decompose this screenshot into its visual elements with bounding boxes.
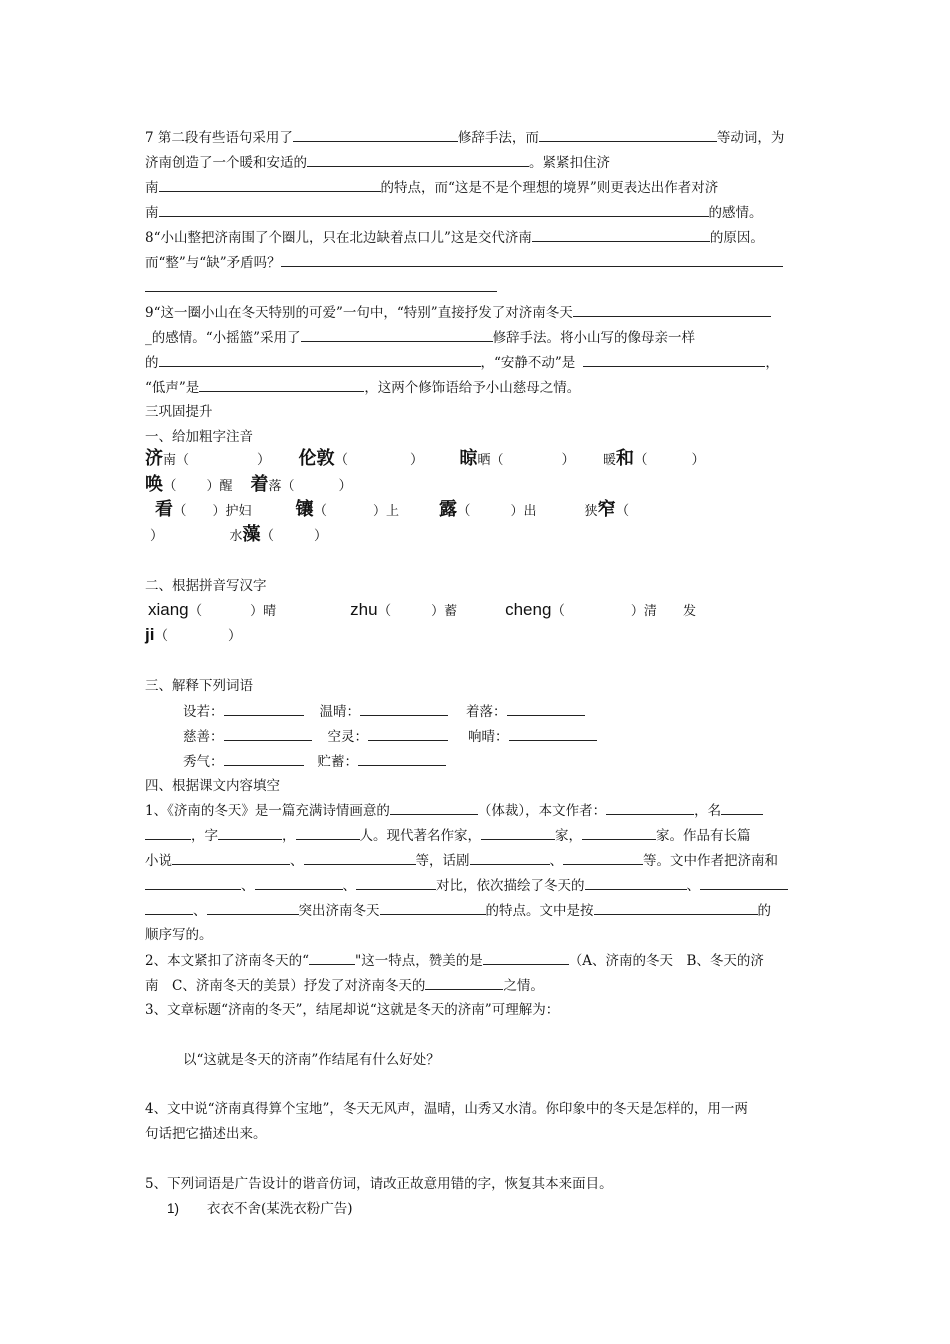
s4-p1-line-6: 顺序写的。 <box>145 927 213 943</box>
q9-line-1 <box>145 303 771 322</box>
p1-text: 小说 <box>145 853 172 869</box>
blank[interactable] <box>296 826 360 840</box>
blank[interactable] <box>159 353 481 367</box>
q8-text: 而“整”与“缺”矛盾吗？ <box>145 255 281 271</box>
s1-row-1 <box>145 450 705 470</box>
paren: ） <box>561 452 576 468</box>
p1-text: 等。文中作者把济南和 <box>643 853 778 869</box>
s4-p2-line-1 <box>145 951 764 970</box>
q7-text: 。紧紧扣住济 <box>529 155 610 171</box>
bold-char: 和 <box>616 448 635 469</box>
p1-text: 的特点。文中是按 <box>485 903 594 919</box>
blank[interactable] <box>583 353 765 367</box>
s4-p1-line-3 <box>145 851 778 870</box>
s3-row-1 <box>183 702 585 721</box>
char-text: ）醒 <box>206 479 233 494</box>
blank[interactable] <box>368 727 448 741</box>
q7-text: 7 第二段有些语句采用了 <box>145 130 293 146</box>
char-text: ）蓄 <box>431 604 458 619</box>
s4-p1-line-1 <box>145 801 763 820</box>
blank[interactable] <box>470 851 550 865</box>
bold-char: 伦敦 <box>298 448 335 469</box>
q9-line-3 <box>145 353 779 372</box>
blank[interactable] <box>358 752 446 766</box>
term: 着落： <box>466 704 507 720</box>
blank[interactable] <box>532 228 710 242</box>
s3-row-2 <box>183 727 597 746</box>
paren: （ <box>634 452 648 468</box>
blank[interactable] <box>145 278 497 292</box>
s4-p4-line-2: 句话把它描述出来。 <box>145 1126 267 1142</box>
char-text: 落（ <box>268 479 295 494</box>
blank[interactable] <box>224 702 304 716</box>
blank[interactable] <box>509 727 597 741</box>
blank[interactable] <box>301 328 493 342</box>
blank[interactable] <box>224 752 304 766</box>
char-text: 发 <box>682 604 696 619</box>
s2-row-2 <box>145 626 241 645</box>
q9-line-4 <box>145 378 580 397</box>
s1-title: 一、给加粗字注音 <box>145 429 253 445</box>
s1-row-2 <box>145 476 352 496</box>
pinyin: ji <box>145 625 155 644</box>
q7-text: 修辞手法，而 <box>457 130 539 146</box>
bold-char: 藻 <box>242 524 261 545</box>
p1-text: 、 <box>342 878 356 894</box>
bold-char: 晾 <box>459 448 478 469</box>
p1-text: 人。现代著名作家， <box>359 828 481 844</box>
item-text: 衣衣不舍(某洗衣粉广告) <box>207 1201 353 1217</box>
q7-text: 南 <box>145 205 159 221</box>
p1-text: （体裁），本文作者： <box>477 803 607 819</box>
paren: （ <box>163 478 177 494</box>
blank[interactable] <box>309 951 355 965</box>
q8-line-3 <box>145 278 497 297</box>
p1-text: 家， <box>555 828 582 844</box>
q9-text: 9“这一圈小山在冬天特别的可爱”一句中，“特别”直接抒发了对济南冬天 <box>145 305 573 321</box>
bold-char: 着 <box>250 474 269 495</box>
paren: （ <box>457 503 471 519</box>
p2-text: 南 C、济南冬天的美景）抒发了对济南冬天的 <box>145 978 426 994</box>
char-text: ）上 <box>373 504 400 519</box>
p1-text: 的 <box>757 903 771 919</box>
q7-text: 等动词，为 <box>716 130 785 146</box>
blank[interactable] <box>145 826 191 840</box>
blank[interactable] <box>293 128 458 142</box>
paren: （ <box>154 628 168 644</box>
s4-title: 四、根据课文内容填空 <box>145 778 280 794</box>
q9-line-2 <box>145 328 695 347</box>
p1-text: 对比，依次描绘了冬天的 <box>436 878 585 894</box>
p1-text: 突出济南冬天 <box>298 903 380 919</box>
bold-char: 镶 <box>295 499 314 520</box>
paren: ） <box>691 452 706 468</box>
pinyin: cheng <box>505 600 552 619</box>
char-text: 南（ <box>163 453 190 468</box>
paren: （ <box>188 603 203 619</box>
s3-title: 三、解释下列词语 <box>145 678 253 694</box>
q8-line-2 <box>145 253 783 272</box>
paren: （ <box>313 503 328 519</box>
q7-line-2 <box>145 153 610 172</box>
char-text: ）护妇 <box>212 504 252 519</box>
p1-text: 家。作品有长篇 <box>656 828 751 844</box>
p1-text: 等，话剧 <box>415 853 470 869</box>
q9-text: 的 <box>145 355 159 371</box>
s2-title: 二、根据拼音写汉字 <box>145 578 267 594</box>
paren: （ <box>173 503 187 519</box>
char-text: ）晴 <box>250 604 277 619</box>
blank[interactable] <box>199 378 364 392</box>
item-number: 1) <box>167 1201 180 1216</box>
bold-char: 唤 <box>145 474 163 495</box>
s4-p3-line-2: 以“这就是冬天的济南”作结尾有什么好处？ <box>183 1052 440 1068</box>
blank[interactable] <box>563 851 643 865</box>
blank[interactable] <box>573 303 771 317</box>
paren: ） <box>257 452 271 468</box>
blank[interactable] <box>145 901 193 915</box>
char-text: 水 <box>229 529 243 544</box>
q9-text: “低声”是 <box>145 380 200 396</box>
paren: （ <box>551 603 565 619</box>
q9-text: 修辞手法。将小山写的像母亲一样 <box>492 330 696 346</box>
q7-text: 的感情。 <box>708 205 763 221</box>
p1-text: ， <box>282 828 296 844</box>
blank[interactable] <box>594 901 758 915</box>
bold-char: 济 <box>145 448 163 469</box>
term: 贮蓄： <box>317 754 358 770</box>
p2-text: 之情。 <box>503 978 544 994</box>
blank[interactable] <box>721 801 763 815</box>
blank[interactable] <box>539 128 717 142</box>
paren: （ <box>260 528 275 544</box>
q9-text: ，这两个修饰语给予小山慈母之情。 <box>364 380 581 396</box>
paren: ） <box>314 528 328 544</box>
s4-p5-line-1: 5、下列词语是广告设计的谐音仿词，请改正故意用错的字，恢复其本来面目。 <box>145 1176 613 1192</box>
term: 响晴： <box>468 729 509 745</box>
char-text: 暖 <box>603 453 617 468</box>
char-text: 狭 <box>584 504 598 519</box>
blank[interactable] <box>218 826 282 840</box>
blank[interactable] <box>281 253 783 267</box>
bold-char: 看 <box>155 499 173 520</box>
paren: （ <box>615 503 630 519</box>
q7-line-4 <box>145 203 763 222</box>
paren: ） <box>410 452 424 468</box>
blank[interactable] <box>606 801 694 815</box>
paren: （ <box>377 603 392 619</box>
s4-p1-line-2 <box>145 826 751 845</box>
paren: （ <box>334 452 349 468</box>
s2-row-1 <box>148 601 696 621</box>
q9-text: ， <box>765 355 779 371</box>
s4-p1-line-4 <box>145 876 788 895</box>
blank[interactable] <box>159 178 381 192</box>
blank[interactable] <box>390 801 478 815</box>
blank[interactable] <box>483 951 569 965</box>
s4-p4-line-1: 4、文中说“济南真得算个宝地”，冬天无风声，温晴，山秀又水清。你印象中的冬天是怎样的，用一两 <box>145 1101 748 1117</box>
s1-row-3 <box>155 501 629 521</box>
blank[interactable] <box>145 876 241 890</box>
p1-text: 、 <box>290 853 304 869</box>
s4-p3-line-1: 3、文章标题“济南的冬天”，结尾却说“这就是冬天的济南”可理解为： <box>145 1002 560 1018</box>
p2-text: "这一特点，赞美的是 <box>355 953 483 969</box>
paren: ） <box>338 478 353 494</box>
p1-text: ，字 <box>191 828 218 844</box>
term: 慈善： <box>183 729 224 745</box>
s4-p2-line-2 <box>145 976 544 995</box>
q7-line-1 <box>145 128 784 147</box>
pinyin: xiang <box>148 600 189 619</box>
blank[interactable] <box>582 826 656 840</box>
s4-p1-line-5 <box>145 901 771 920</box>
q7-text: 南 <box>145 180 159 196</box>
q8-line-1 <box>145 228 764 247</box>
q8-text: 8“小山整把济南围了个圈儿，只在北边缺着点口儿”这是交代济南 <box>145 230 532 246</box>
term: 设若： <box>183 704 224 720</box>
blank[interactable] <box>360 702 448 716</box>
blank[interactable] <box>207 901 299 915</box>
p1-text: 1、《济南的冬天》是一篇充满诗情画意的 <box>145 803 390 819</box>
s4-p5-item-1 <box>167 1200 353 1218</box>
bold-char: 窄 <box>597 499 616 520</box>
q8-text: 的原因。 <box>709 230 764 246</box>
blank[interactable] <box>159 203 709 217</box>
term: 秀气： <box>183 754 224 770</box>
char-text: 晒（ <box>477 453 504 468</box>
blank[interactable] <box>585 876 687 890</box>
blank[interactable] <box>507 702 585 716</box>
p1-text: 、 <box>686 878 700 894</box>
s3-row-3 <box>183 752 446 771</box>
blank[interactable] <box>356 876 436 890</box>
blank[interactable] <box>224 727 312 741</box>
blank[interactable] <box>425 976 503 990</box>
p2-text: 2、本文紧扣了济南冬天的“ <box>145 953 309 969</box>
p1-text: 、 <box>549 853 563 869</box>
blank[interactable] <box>700 876 788 890</box>
blank[interactable] <box>255 876 343 890</box>
blank[interactable] <box>380 901 486 915</box>
blank[interactable] <box>172 851 290 865</box>
s1-row-4 <box>150 526 328 546</box>
term: 温晴： <box>319 704 360 720</box>
q7-line-3 <box>145 178 718 197</box>
bold-char: 露 <box>439 499 458 520</box>
paren: ） <box>150 528 164 544</box>
paren: ） <box>227 628 242 644</box>
p1-text: ，名 <box>694 803 722 819</box>
p1-text: 、 <box>241 878 255 894</box>
q7-text: 济南创造了一个暖和安适的 <box>145 155 307 171</box>
q7-text: 的特点，而“这是不是个理想的境界”则更表达出作者对济 <box>380 180 719 196</box>
p1-text: 、 <box>193 903 207 919</box>
section-title: 三巩固提升 <box>145 404 213 420</box>
blank[interactable] <box>481 826 555 840</box>
blank[interactable] <box>307 153 529 167</box>
q9-text: _的感情。“小摇篮”采用了 <box>145 330 301 346</box>
char-text: ）出 <box>510 504 537 519</box>
blank[interactable] <box>304 851 416 865</box>
p2-text: （A、济南的冬天 B、冬天的济 <box>568 953 764 969</box>
term: 空灵： <box>327 729 368 745</box>
char-text: ）清 <box>630 604 657 619</box>
q9-text: ，“安静不动”是 <box>480 355 576 371</box>
pinyin: zhu <box>350 600 378 619</box>
